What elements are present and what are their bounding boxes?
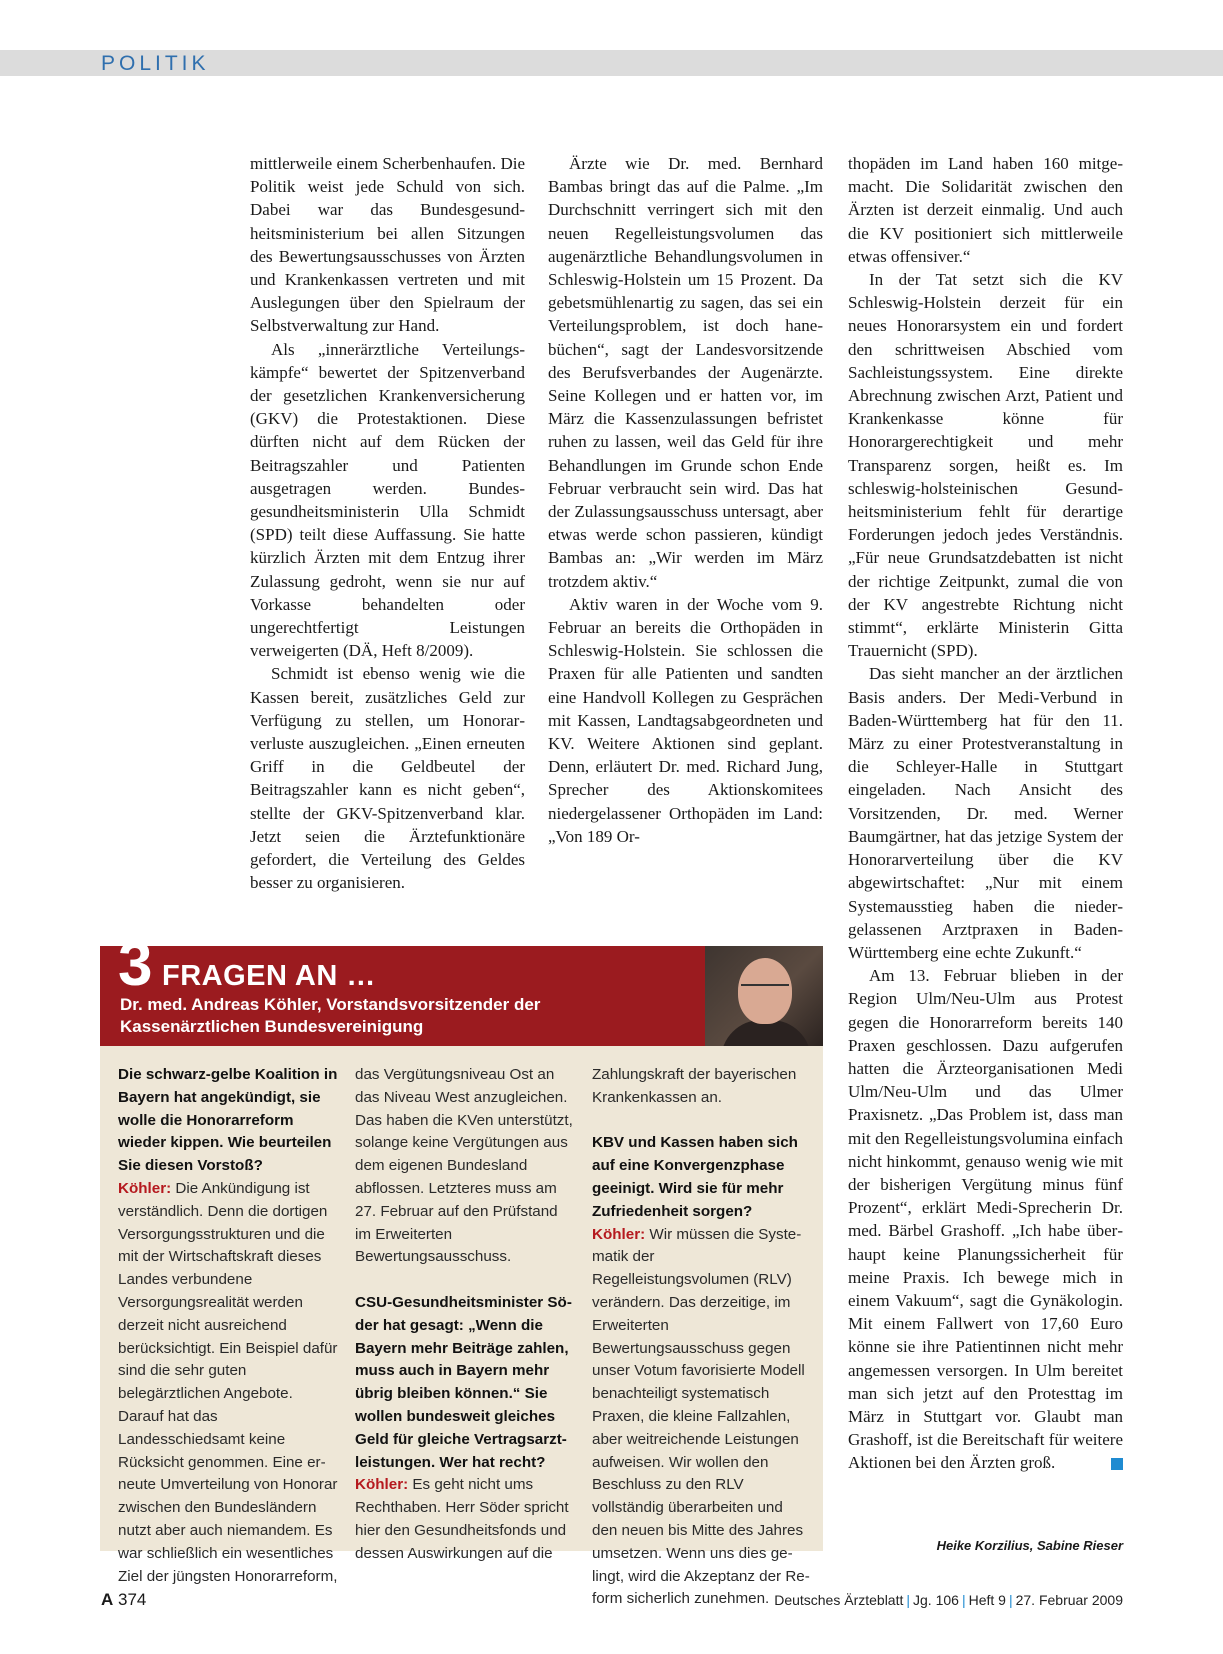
speaker-label: Köhler: — [118, 1179, 172, 1197]
interview-answer — [118, 1178, 338, 1588]
section-label: POLITIK — [101, 52, 210, 75]
article-column-1 — [250, 152, 525, 895]
paragraph: Als „innerärztliche Verteilungskämpfe“ bewertet der Spitzenverband der gesetzlichen Krankenversicherung (GKV) die Protestaktionen. Diese dürften nicht auf dem Rücken der Beitragszahler und Patienten ausgetragen werden. Bundesgesundheitsministerin Ulla Schmidt (SPD) teilt diese Auffassung. Sie hatte kürzlich Ärzten mit dem Entzug ihrer Zulassung gedroht, wenn sie nur auf Vorkasse behandelten oder ungerechtfertigt Leistungen verweigerten (DÄ, Heft 8/2009). — [250, 339, 525, 661]
speaker-label: Köhler: — [355, 1476, 409, 1494]
journal-issue: Heft 9 — [968, 1592, 1006, 1608]
interview-number: 3 — [118, 930, 153, 999]
answer-text: Es geht nicht ums Rechthaben. Herr Söder spricht hier den Gesundheitsfonds und dessen Auswirkungen auf die — [355, 1476, 569, 1562]
answer-text: Wir müssen die Systematik der Regelleistungsvolumen (RLV) verändern. Das derzeitige, im Erweiterten Bewertungsausschuss gegen unser Votum favorisierte Modell benachteiligt systematisch Praxen, die kleine Fallzahlen, aber weitreichende Leistungen aufweisen. Wir wollen den Beschluss zu den RLV vollständig überarbeiten und den neuen bis Mitte des Jahres umsetzen. Wenn uns dies gelingt, wird die Akzeptanz der Reform sicherlich zunehmen. — [592, 1225, 810, 1608]
paragraph: Ärzte wie Dr. med. Bernhard Bambas bringt das auf die Palme. „Im Durchschnitt verringert sich mit den neuen Regelleistungsvolumen das augenärztliche Behandlungsvolumen in Schleswig-Holstein um 15 Prozent. Da gebetsmühlenartig zu sagen, das sei ein Verteilungsproblem, ist doch hanebüchen“, sagt der Landesvorsitzende des Berufsverbandes der Augenärzte. Seine Kollegen und er hatten vor, im März die Kassenzulassungen befristet ruhen zu lassen, weil das Geld für ihre Behandlungen im Grunde schon Ende Februar verbraucht sein wird. Das hat der Zulassungsausschuss untersagt, aber etwas werde schon passieren, kündigt Bambas an: „Wir werden im März trotzdem aktiv.“ — [548, 154, 823, 591]
interview-question: KBV und Kassen haben sich auf eine Konvergenzphase geeinigt. Wird sie für mehr Zufriedenheit sorgen? — [592, 1134, 798, 1220]
journal-volume: Jg. 106 — [913, 1592, 959, 1608]
page-number-value: 374 — [118, 1590, 147, 1609]
portrait-glasses — [741, 984, 789, 996]
answer-text: Zahlungskraft der bayerischen Krankenkassen an. — [592, 1066, 797, 1106]
answer-text: Die Ankündigung ist verständlich. Denn die dortigen Versorgungsstrukturen und die mit der Wirtschaftskraft dieses Landes verbundene Versorgungsrealität werden derzeit nicht ausreichend berücksichtigt. Ein Beispiel dafür sind die sehr guten belegärztlichen Angebote. Darauf hat das Landesschiedsamt keine Rücksicht genommen. Eine erneute Umverteilung von Honorar zwischen den Bundesländern nutzt aber auch niemandem. Es war schließlich ein wesentliches Ziel der jüngsten Honorarreform, — [118, 1179, 338, 1585]
portrait-photo — [705, 946, 823, 1046]
interview-subtitle: Dr. med. Andreas Köhler, Vorstandsvorsitzender der Kassenärztlichen Bundesvereinigung — [120, 995, 541, 1036]
article-column-2 — [548, 152, 823, 848]
paragraph — [848, 964, 1123, 1474]
paragraph: Schmidt ist ebenso wenig wie die Kassen bereit, zusätzliches Geld zur Verfügung zu stellen, um Honorarverluste auszugleichen. „Einen erneuten Griff in die Geldbeutel der Beitragszahler kann es nicht geben“, stellte der GKV-Spitzenverband klar. Jetzt seien die Ärztefunktionäre gefordert, die Verteilung des Geldes besser zu organisieren. — [250, 664, 525, 893]
article-column-3 — [848, 152, 1123, 1475]
interview-column-3 — [592, 1064, 812, 1611]
answer-text: das Vergütungsniveau Ost an das Niveau West anzugleichen. Das haben die KVen unterstützt, solange keine Vergütungen aus dem eigenen Bundesland abflossen. Letzteres muss am 27. Februar auf den Prüfstand im Erweiterten Bewertungsausschuss. — [355, 1066, 573, 1266]
interview-question: Die schwarz-gelbe Koalition in Bayern hat angekündigt, sie wolle die Honorarreform wieder kippen. Wie beurteilen Sie diesen Vorstoß? — [118, 1066, 338, 1175]
page-number — [101, 1590, 146, 1610]
interview-title: FRAGEN AN … — [162, 960, 376, 992]
paragraph: Das sieht mancher an der ärztlichen Basis anders. Der Medi-Verbund in Baden-Württemberg hat für den 11. März zu einer Protestveranstaltung in die Schleyer-Halle in Stuttgart eingeladen. Nach Ansicht des Vorsitzenden, Dr. med. Werner Baumgärtner, hat das jetzige System der Honorarverteilung über die KV abgewirtschaftet: „Nur mit einem Systemausstieg haben die niedergelassenen Arztpraxen in Baden-Württemberg eine echte Zukunft.“ — [848, 664, 1123, 962]
paragraph: Aktiv waren in der Woche vom 9. Februar an bereits die Orthopäden in Schleswig-Holstein. Sie schlossen die Praxen für alle Patienten und sandten eine Handvoll Kollegen zu Gesprächen mit Kassen, Landtagsabgeordneten und KV. Weitere Aktionen sind geplant. Denn, erläutert Dr. med. Richard Jung, Sprecher des Aktionskomitees niedergelassener Orthopäden im Land: „Von 189 Or- — [548, 594, 823, 846]
interview-question: CSU-Gesundheitsminister Söder hat gesagt: „Wenn die Bayern mehr Beiträge zahlen, muss auch in Bayern mehr übrig bleiben können.“ Sie wollen bundesweit gleiches Geld für gleiche Vertragsarztleistungen. Wer hat recht? — [355, 1293, 572, 1471]
paragraph: thopäden im Land haben 160 mitgemacht. Die Solidarität zwischen den Ärzten ist derzeit einmalig. Und auch die KV positioniert sich mittlerweile etwas offensiver.“ — [848, 154, 1123, 266]
interview-answer — [355, 1474, 575, 1565]
paragraph: In der Tat setzt sich die KV Schleswig-Holstein derzeit für ein neues Honorarsystem ein und fordert den schrittweisen Abschied vom Sachleistungssystem. Eine direkte Abrechnung zwischen Arzt, Patient und Krankenkasse könne für Honorargerechtigkeit und mehr Transparenz sorgen, heißt es. Im schleswig-holsteinischen Gesundheitsministerium fehlt für derartige Forderungen jedoch jedes Verständnis. „Für neue Grundsatzdebatten ist nicht der richtige Zeitpunkt, zumal die von der KV angestrebte Richtung nicht stimmt“, erklärte Ministerin Gitta Trauernicht (SPD). — [848, 270, 1123, 661]
author-byline: Heike Korzilius, Sabine Rieser — [936, 1538, 1123, 1553]
paragraph: mittlerweile einem Scherbenhaufen. Die Politik weist jede Schuld von sich. Dabei war das Bundesgesundheitsministerium bei allen Sitzungen des Bewertungsausschusses von Ärzten und Krankenkassen vertreten und mit Auslegungen über den Spielraum der Selbstverwaltung zur Hand. — [250, 154, 525, 336]
interview-answer — [592, 1224, 812, 1612]
interview-column-1 — [118, 1064, 338, 1588]
journal-info: Deutsches Ärzteblatt | Jg. 106 | Heft 9 | 27. Februar 2009 — [774, 1592, 1123, 1608]
speaker-label: Köhler: — [592, 1225, 646, 1243]
journal-date: 27. Februar 2009 — [1015, 1592, 1123, 1608]
journal-name: Deutsches Ärzteblatt — [774, 1592, 904, 1608]
interview-column-2 — [355, 1064, 575, 1566]
end-mark-icon — [1111, 1458, 1123, 1470]
page-prefix: A — [101, 1590, 114, 1609]
paragraph-text: Am 13. Februar blieben in der Region Ulm/Neu-Ulm aus Protest gegen die Honorarreform bereits 140 Praxen geschlossen. Dazu aufgerufen hatten die Ärzteorganisationen Medi Ulm/Neu-Ulm und das Ulmer Praxisnetz. „Das Problem ist, dass man mit den Regelleistungsvolumina einfach nicht hinkommt, genauso wenig wie mit der bisherigen Vergütung minus fünf Prozent“, erklärt Medi-Sprecherin Dr. med. Bärbel Grashoff. „Ich habe überhaupt keine Planungssicherheit für meine Praxis. Ich bewege mich in einem Vakuum“, sagt die Gynäkologin. Mit einem Fallwert von 17,60 Euro könne sie ihre Patientinnen nicht mehr angemessen versorgen. In Ulm bereitet man sich jetzt auf den Protesttag im März in Stuttgart vor. Glaubt man Grashoff, ist die Bereitschaft für weitere Aktionen bei den Ärzten groß. — [848, 966, 1123, 1473]
